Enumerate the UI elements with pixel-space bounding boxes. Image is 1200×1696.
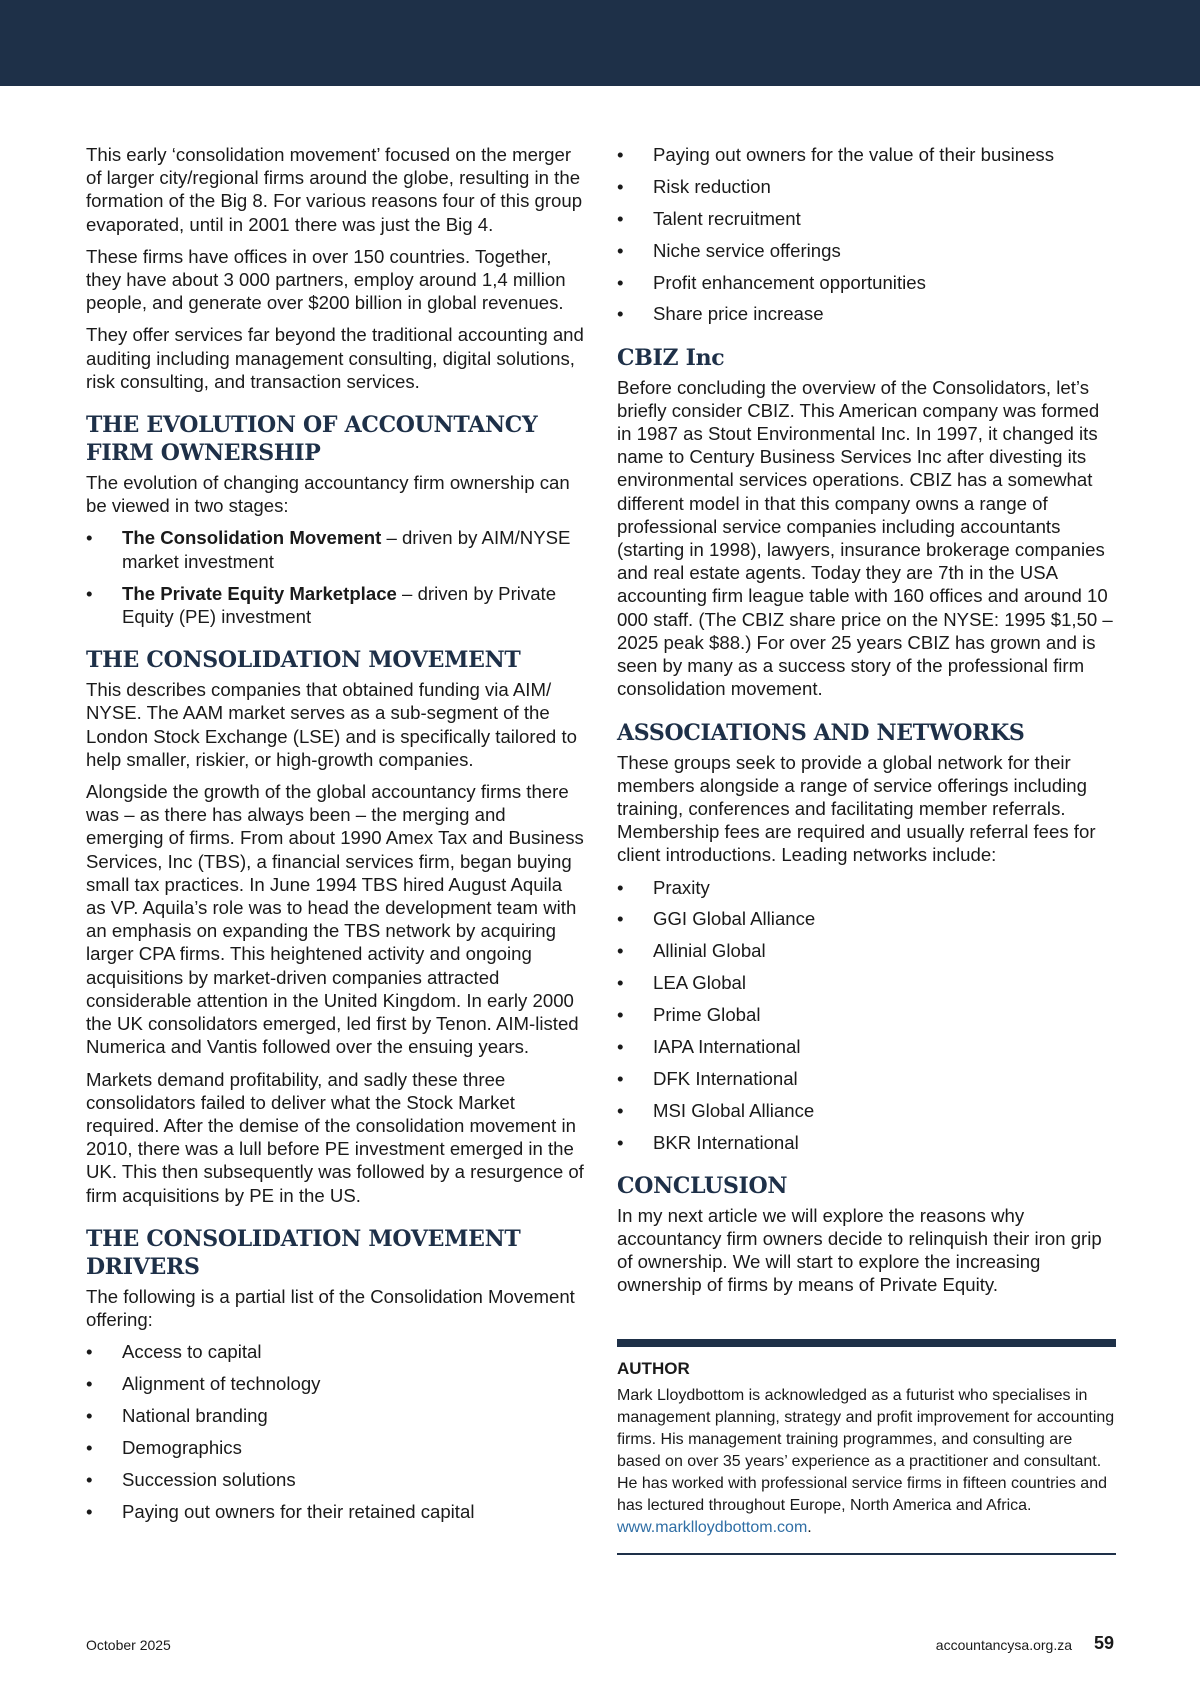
list-item-text: BKR International [653,1131,799,1153]
bullet-icon: • [617,303,624,325]
list-item-text: Alignment of technology [122,1373,321,1395]
footer-website: accountancysa.org.za [935,1637,1072,1653]
list-item [617,271,1116,294]
list-item [86,582,586,628]
bullet-icon: • [86,582,93,604]
drivers-list [86,1340,586,1523]
author-link-suffix: . [807,1518,812,1536]
heading-conclusion: CONCLUSION [617,1172,788,1199]
right-column [617,143,1116,1555]
list-item-text: LEA Global [653,972,747,994]
list-item [617,239,1116,262]
bullet-icon: • [86,1468,93,1490]
bullet-icon: • [617,207,624,229]
list-item-bold: The Consolidation Movement [122,527,382,549]
author-heading: AUTHOR [617,1358,690,1378]
bullet-icon: • [617,876,624,898]
list-item-text: – driven by AIM/NYSE market investment [122,527,571,572]
list-item [617,207,1116,230]
header-band [0,0,1200,86]
paragraph-consolidation-intro: This early ‘consolidation movement’ focused on the merger of larger city/regional firms around the globe, resulting in the formation of the Big 8. For various reasons four of this group evaporated, until in 2001 there was just the Big 4. [86,144,583,235]
bullet-icon: • [617,1035,624,1057]
list-item [86,1436,586,1459]
author-website-link[interactable]: www.marklloydbottom.com [617,1518,808,1536]
drivers-list-continued [617,143,1116,326]
bullet-icon: • [617,908,624,930]
bullet-icon: • [617,271,624,293]
list-item-text: Paying out owners for their retained capital [122,1500,475,1522]
bullet-icon: • [617,239,624,261]
list-item [86,526,586,572]
bullet-icon: • [86,1436,93,1458]
networks-list [617,876,1116,1154]
list-item [617,1067,1116,1090]
list-item [617,143,1116,166]
list-item-text: – driven by Private Equity (PE) investment [122,582,557,628]
bullet-icon: • [617,1099,624,1121]
list-item [86,1372,586,1395]
stages-list [86,526,586,628]
bullet-icon: • [86,1404,93,1426]
bullet-icon: • [617,175,624,197]
list-item-text: GGI Global Alliance [653,908,816,930]
list-item [617,907,1116,930]
paragraph-history: Alongside the growth of the global accountancy firms there was – as there has always been – the merging and emerging of firms. From about 1990 Amex Tax and Business Services, Inc (TBS), a financial services firm, began buying small tax practices. In June 1994 TBS hired August Aquila as VP. Aquila’s role was to head the development team with an emphasis on expanding the TBS network by acquiring larger CPA firms. This heightened activity and ongoing acquisitions by market-driven companies attracted considerable attention in the United Kingdom. In early 2000 the UK consolidators emerged, led first by Tenon. AIM-listed Numerica and Vantis followed over the ensuing years. [86,781,584,1058]
bullet-icon: • [617,972,624,994]
list-item [617,302,1116,325]
list-item-text: Paying out owners for the value of their business [653,144,1055,165]
bullet-icon: • [86,527,93,549]
heading-cbiz: CBIZ Inc [617,344,725,371]
author-divider-top [617,1339,1116,1347]
list-item-bold: The Private Equity Marketplace [122,582,397,604]
paragraph-conclusion: In my next article we will explore the reasons why accountancy firm owners decide to relinquish their iron grip of ownership. We will start to explore the increasing ownership of firms by means of Private Equity. [617,1204,1102,1296]
list-item-text: Allinial Global [653,940,766,962]
list-item-text: MSI Global Alliance [653,1099,815,1121]
list-item-text: Demographics [122,1436,242,1458]
list-item [86,1404,586,1427]
list-item [617,1035,1116,1058]
list-item-text: Access to capital [122,1341,262,1363]
bullet-icon: • [617,1131,624,1153]
list-item-text: National branding [122,1404,268,1426]
list-item [617,1131,1116,1154]
bullet-icon: • [617,144,624,165]
list-item [617,971,1116,994]
bullet-icon: • [617,940,624,962]
bullet-icon: • [86,1500,93,1522]
list-item [617,1003,1116,1026]
heading-associations: ASSOCIATIONS AND NETWORKS [617,719,1025,746]
page-number: 59 [1094,1633,1115,1653]
list-item [617,175,1116,198]
list-item-text: DFK International [653,1067,798,1089]
bullet-icon: • [86,1373,93,1395]
list-item-text: Succession solutions [122,1468,296,1490]
list-item [86,1468,586,1491]
left-column [86,143,586,1531]
list-item-text: Profit enhancement opportunities [653,271,926,293]
bullet-icon: • [617,1067,624,1089]
list-item [617,876,1116,899]
heading-drivers: THE CONSOLIDATION MOVEMENT DRIVERS [86,1225,521,1280]
list-item [617,1099,1116,1122]
author-bio [617,1385,1116,1539]
list-item-text: Prime Global [653,1004,761,1026]
paragraph-services: They offer services far beyond the traditional accounting and auditing including management consulting, digital solutions, risk consulting, and transaction services. [86,324,584,392]
footer-date: October 2025 [86,1637,171,1653]
paragraph-drivers-intro: The following is a partial list of the Consolidation Movement offering: [86,1285,575,1330]
paragraph-associations: These groups seek to provide a global network for their members alongside a range of service offerings including training, conferences and facilitating member referrals. Membership fees are required and usually referral fees for client introductions. Leading networks include: [617,751,1096,866]
list-item [86,1340,586,1363]
paragraph-cbiz: Before concluding the overview of the Consolidators, let’s briefly consider CBIZ. This American company was formed in 1987 as Stout Environmental Inc. In 1997, it changed its name to Century Business Services Inc after divesting its environmental services operations. CBIZ has a somewhat different model in that this company owns a range of professional service companies including accountants (starting in 1998), lawyers, insurance brokerage companies and real estate agents. Today they are 7th in the USA accounting firm league table with 160 offices and around 10 000 staff. (The CBIZ share price on the NYSE: 1995 $1,50 – 2025 peak $88.) For over 25 years CBIZ has grown and is seen by many as a success story of the professional firm consolidation movement. [617,376,1113,700]
list-item [617,939,1116,962]
list-item-text: Praxity [653,876,710,898]
list-item-text: Share price increase [653,303,824,325]
paragraph-aim-nyse: This describes companies that obtained funding via AIM/ NYSE. The AAM market serves as a sub-segment of the London Stock Exchange (LSE) and is specifically tailored to help smaller, riskier, or high-growth companies. [86,679,577,770]
author-divider-bottom [617,1553,1116,1555]
paragraph-markets: Markets demand profitability, and sadly these three consolidators failed to deliver what the Stock Market required. After the demise of the consolidation movement in 2010, there was a lull before PE investment emerged in the UK. This then subsequently was followed by a resurgence of firm acquisitions by PE in the US. [86,1068,584,1206]
bullet-icon: • [617,1004,624,1026]
bullet-icon: • [86,1341,93,1363]
list-item-text: Risk reduction [653,175,771,197]
author-bio-text: Mark Lloydbottom is acknowledged as a futurist who specialises in management planning, strategy and profit improvement for accounting firms. His management training programmes, and consulting are based on over 35 years’ experience as a practitioner and consultant. He has worked with professional service firms in fifteen countries and has lectured throughout Europe, North America and Africa. [617,1386,1115,1514]
heading-evolution: THE EVOLUTION OF ACCOUNTANCY FIRM OWNERSHIP [86,412,538,467]
list-item-text: Niche service offerings [653,239,841,261]
paragraph-evolution: The evolution of changing accountancy firm ownership can be viewed in two stages: [86,472,570,517]
paragraph-big4-stats: These firms have offices in over 150 countries. Together, they have about 3 000 partners, employ around 1,4 million people, and generate over $200 billion in global revenues. [86,245,566,314]
list-item [86,1500,586,1523]
heading-consolidation-movement: THE CONSOLIDATION MOVEMENT [86,647,521,674]
list-item-text: IAPA International [653,1035,801,1057]
list-item-text: Talent recruitment [653,207,801,229]
